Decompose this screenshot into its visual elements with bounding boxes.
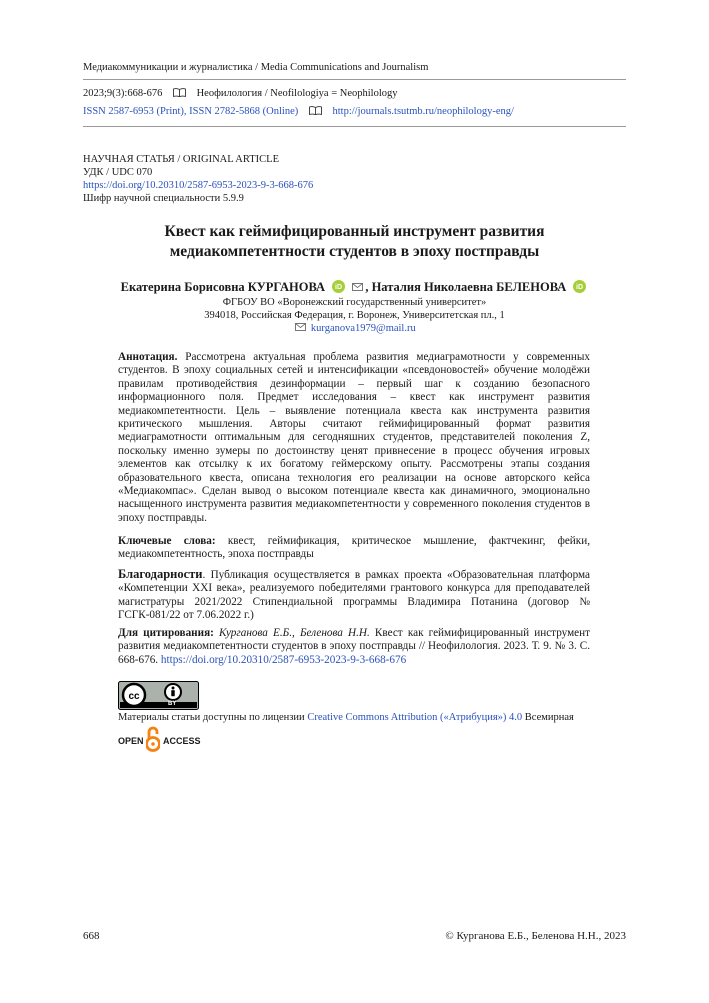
issue-line <box>83 87 398 101</box>
keywords-text: квест, геймификация, критическое мышление, фактчекинг, фейки, медиакомпетентность, эпоха постправды <box>118 535 591 561</box>
abstract-label: Аннотация. <box>118 351 178 363</box>
journal-url-link[interactable]: http://journals.tsutmb.ru/neophilology-eng/ <box>332 106 514 117</box>
acknowledgments-text: . Публикация осуществляется в рамках проекта «Образовательная платформа «Компетенции XXI века», реализуемого победителями грантового конкурса для преподавателей магистратуры 2021/2022 Стипендиальной программы Владимира Потанина (договор № ГСГК-081/22 от 7.06.2022 г.) <box>118 569 590 622</box>
cc-by-badge[interactable] <box>118 681 199 710</box>
journal-name: Неофилология / Neofilologiya = Neophilology <box>196 88 398 99</box>
svg-text:cc: cc <box>128 691 140 702</box>
issn-line <box>83 105 514 119</box>
issue-reference: 2023;9(3):668-676 <box>83 88 163 99</box>
open-access-logo <box>118 726 213 754</box>
citation <box>118 627 590 667</box>
license-link[interactable]: Creative Commons Attribution («Атрибуция») 4.0 <box>307 712 523 723</box>
abstract <box>118 351 590 525</box>
title-line-1: Квест как геймифицированный инструмент развития <box>164 223 545 240</box>
book-icon <box>173 88 186 97</box>
affiliation: ФГБОУ ВО «Воронежский государственный университет» <box>222 297 487 308</box>
acknowledgments-label: Благодарности <box>118 567 203 581</box>
journal-section-header: Медиакоммуникации и журналистика / Media Communications and Journalism <box>83 62 429 73</box>
header-divider <box>83 79 626 80</box>
envelope-icon <box>295 323 306 331</box>
svg-text:iD: iD <box>576 284 584 292</box>
keywords-label: Ключевые слова: <box>118 535 216 547</box>
orcid-icon[interactable] <box>573 280 586 293</box>
citation-doi-link[interactable]: https://doi.org/10.20310/2587-6953-2023-9-3-668-676 <box>160 653 407 666</box>
udc-code: УДК / UDC 070 <box>83 167 153 178</box>
abstract-text: Рассмотрена актуальная проблема развития медиаграмотности у современных студентов. В эпоху социальных сетей и интенсификации «псевдоновостей» обучение молодёжи правилам противодействия дезинформации – первый шаг к созданию безопасного информационного поля. Предмет исследования – квест как инструмент развития медиакомпетентности. Цель – выявление потенциала квеста как инструмента развития критического мышления. Авторы считают геймифицированный формат развития медиаграмотности оптимальным для сегодняшних студентов, представителей поколения Z, поскольку именно зумеры по достоинству ценят привнесение в процесс обучения игровых элементов как отсылку к их богатому геймерскому опыту. Рассмотрены этапы создания образовательного квеста, описана технология его реализации на основе авторского кейса «Медиакомпас». Сделан вывод о высоком потенциале квеста как динамичного, эмоционально насыщенного инструмента развития медиакомпетентности у современного поколения студентов в эпоху постправды. <box>118 351 591 524</box>
citation-label: Для цитирования: <box>118 627 214 639</box>
page-number: 668 <box>83 930 100 942</box>
copyright: © Курганова Е.Б., Беленова Н.Н., 2023 <box>445 930 626 942</box>
svg-text:iD: iD <box>335 284 343 292</box>
author-2: Наталия Николаевна БЕЛЕНОВА <box>371 280 567 294</box>
orcid-icon[interactable] <box>332 280 345 293</box>
cc-badge-label: BY <box>168 701 177 707</box>
open-access-word-access: ACCESS <box>163 736 201 746</box>
open-lock-icon <box>146 726 160 753</box>
authors-line <box>83 280 626 295</box>
keywords <box>118 535 590 562</box>
citation-text: Квест как геймифицированный инструмент развития медиакомпетентности студентов в эпоху постправды // Неофилология. 2023. Т. 9. № 3. С. 668-676. <box>118 627 591 666</box>
address: 394018, Российская Федерация, г. Воронеж, Университетская пл., 1 <box>204 310 505 321</box>
book-icon <box>309 106 322 115</box>
email-line <box>83 322 626 335</box>
envelope-icon <box>352 283 363 291</box>
citation-authors: Курганова Е.Б., Беленова Н.Н. <box>219 627 370 639</box>
article-type: НАУЧНАЯ СТАТЬЯ / ORIGINAL ARTICLE <box>83 154 279 165</box>
title-line-2: медиакомпетентности студентов в эпоху постправды <box>169 243 540 260</box>
author-1: Екатерина Борисовна КУРГАНОВА <box>120 280 326 294</box>
header-divider-bottom <box>83 126 626 127</box>
article-title <box>83 222 626 262</box>
doi-link[interactable]: https://doi.org/10.20310/2587-6953-2023-9-3-668-676 <box>83 180 314 191</box>
open-access-word-open: OPEN <box>118 736 144 746</box>
specialty-code: Шифр научной специальности 5.9.9 <box>83 193 244 204</box>
email-link[interactable]: kurganova1979@mail.ru <box>310 323 416 334</box>
acknowledgments <box>118 568 590 623</box>
authors-separator: , <box>365 280 372 294</box>
license-prefix: Материалы статьи доступны по лицензии <box>118 712 308 723</box>
license-suffix: Всемирная <box>522 712 574 723</box>
license-line <box>118 711 574 725</box>
issn-text[interactable]: ISSN 2587-6953 (Print), ISSN 2782-5868 (Online) <box>83 106 299 117</box>
